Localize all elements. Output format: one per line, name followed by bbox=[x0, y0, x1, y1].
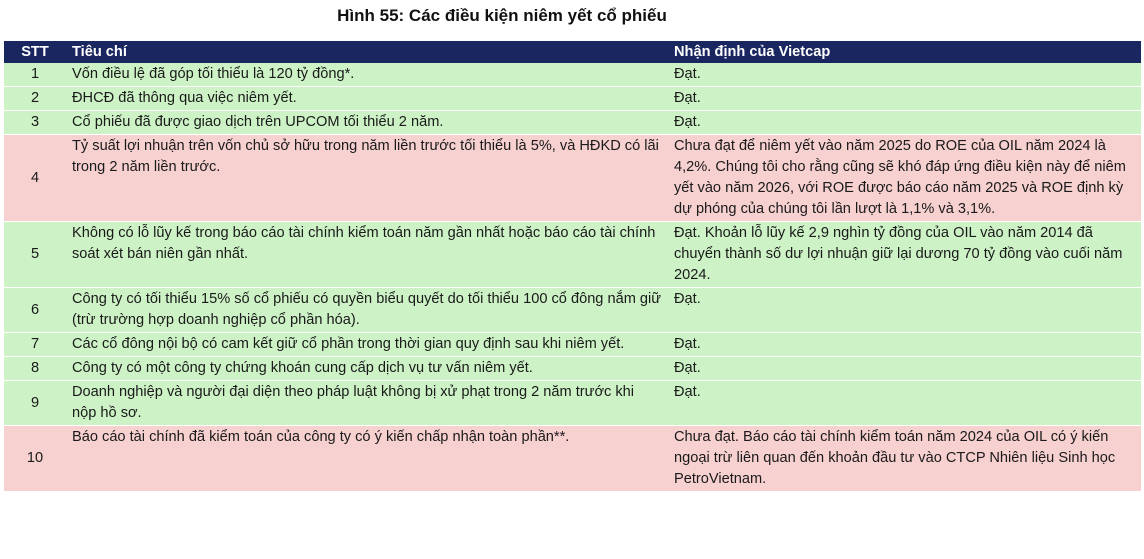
header-criteria: Tiêu chí bbox=[72, 44, 127, 60]
row-number: 8 bbox=[4, 357, 66, 381]
row-number: 3 bbox=[4, 111, 66, 135]
criteria-cell: Công ty có tối thiểu 15% số cổ phiếu có quyền biểu quyết do tối thiểu 100 cổ đông nắm giữ (trừ trường hợp doanh nghiệp cổ phần hóa). bbox=[66, 288, 668, 333]
assessment-cell: Đạt. bbox=[668, 63, 1141, 87]
row-number: 5 bbox=[4, 222, 66, 288]
row-number: 2 bbox=[4, 87, 66, 111]
criteria-cell: Các cổ đông nội bộ có cam kết giữ cổ phần trong thời gian quy định sau khi niêm yết. bbox=[66, 333, 668, 357]
criteria-cell: Không có lỗ lũy kế trong báo cáo tài chính kiểm toán năm gần nhất hoặc báo cáo tài chính soát xét bán niên gần nhất. bbox=[66, 222, 668, 288]
table-row bbox=[4, 63, 1141, 87]
row-number: 9 bbox=[4, 381, 66, 426]
table-row bbox=[4, 333, 1141, 357]
criteria-cell: Vốn điều lệ đã góp tối thiểu là 120 tỷ đồng*. bbox=[66, 63, 668, 87]
criteria-cell: Báo cáo tài chính đã kiểm toán của công ty có ý kiến chấp nhận toàn phần**. bbox=[66, 426, 668, 492]
header-stt: STT bbox=[21, 44, 49, 60]
table-row bbox=[4, 111, 1141, 135]
table-row bbox=[4, 135, 1141, 222]
table-row bbox=[4, 288, 1141, 333]
criteria-cell: Cổ phiếu đã được giao dịch trên UPCOM tối thiểu 2 năm. bbox=[66, 111, 668, 135]
row-number: 1 bbox=[4, 63, 66, 87]
assessment-cell: Chưa đạt. Báo cáo tài chính kiểm toán năm 2024 của OIL có ý kiến ngoại trừ liên quan đến khoản đầu tư vào CTCP Nhiên liệu Sinh học PetroVietnam. bbox=[668, 426, 1141, 492]
table-row bbox=[4, 426, 1141, 492]
figure-title: Hình 55: Các điều kiện niêm yết cổ phiếu bbox=[337, 6, 667, 25]
row-number: 4 bbox=[4, 135, 66, 222]
assessment-cell: Đạt. bbox=[668, 288, 1141, 333]
criteria-cell: Doanh nghiệp và người đại diện theo pháp luật không bị xử phạt trong 2 năm trước khi nộp hồ sơ. bbox=[66, 381, 668, 426]
assessment-cell: Đạt. bbox=[668, 381, 1141, 426]
criteria-cell: ĐHCĐ đã thông qua việc niêm yết. bbox=[66, 87, 668, 111]
table-row bbox=[4, 381, 1141, 426]
assessment-cell: Chưa đạt để niêm yết vào năm 2025 do ROE của OIL năm 2024 là 4,2%. Chúng tôi cho rằng cũng sẽ khó đáp ứng điều kiện này để niêm yết vào năm 2026, với ROE được báo cáo năm 2025 và ROE định kỳ dự phóng của chúng tôi lần lượt là 1,1% và 3,1%. bbox=[668, 135, 1141, 222]
criteria-cell: Tỷ suất lợi nhuận trên vốn chủ sở hữu trong năm liền trước tối thiểu là 5%, và HĐKD có lãi trong 2 năm liền trước. bbox=[66, 135, 668, 222]
row-number: 7 bbox=[4, 333, 66, 357]
table-row bbox=[4, 87, 1141, 111]
assessment-cell: Đạt. bbox=[668, 111, 1141, 135]
table-row bbox=[4, 357, 1141, 381]
assessment-cell: Đạt. bbox=[668, 333, 1141, 357]
row-number: 6 bbox=[4, 288, 66, 333]
assessment-cell: Đạt. Khoản lỗ lũy kế 2,9 nghìn tỷ đồng của OIL vào năm 2014 đã chuyển thành số dư lợi nhuận giữ lại dương 70 tỷ đồng vào cuối năm 2024. bbox=[668, 222, 1141, 288]
row-number: 10 bbox=[4, 426, 66, 492]
listing-criteria-table bbox=[4, 41, 1141, 492]
table-row bbox=[4, 222, 1141, 288]
assessment-cell: Đạt. bbox=[668, 357, 1141, 381]
table-header-row bbox=[4, 41, 1141, 63]
criteria-cell: Công ty có một công ty chứng khoán cung cấp dịch vụ tư vấn niêm yết. bbox=[66, 357, 668, 381]
header-assessment: Nhận định của Vietcap bbox=[674, 44, 831, 60]
assessment-cell: Đạt. bbox=[668, 87, 1141, 111]
